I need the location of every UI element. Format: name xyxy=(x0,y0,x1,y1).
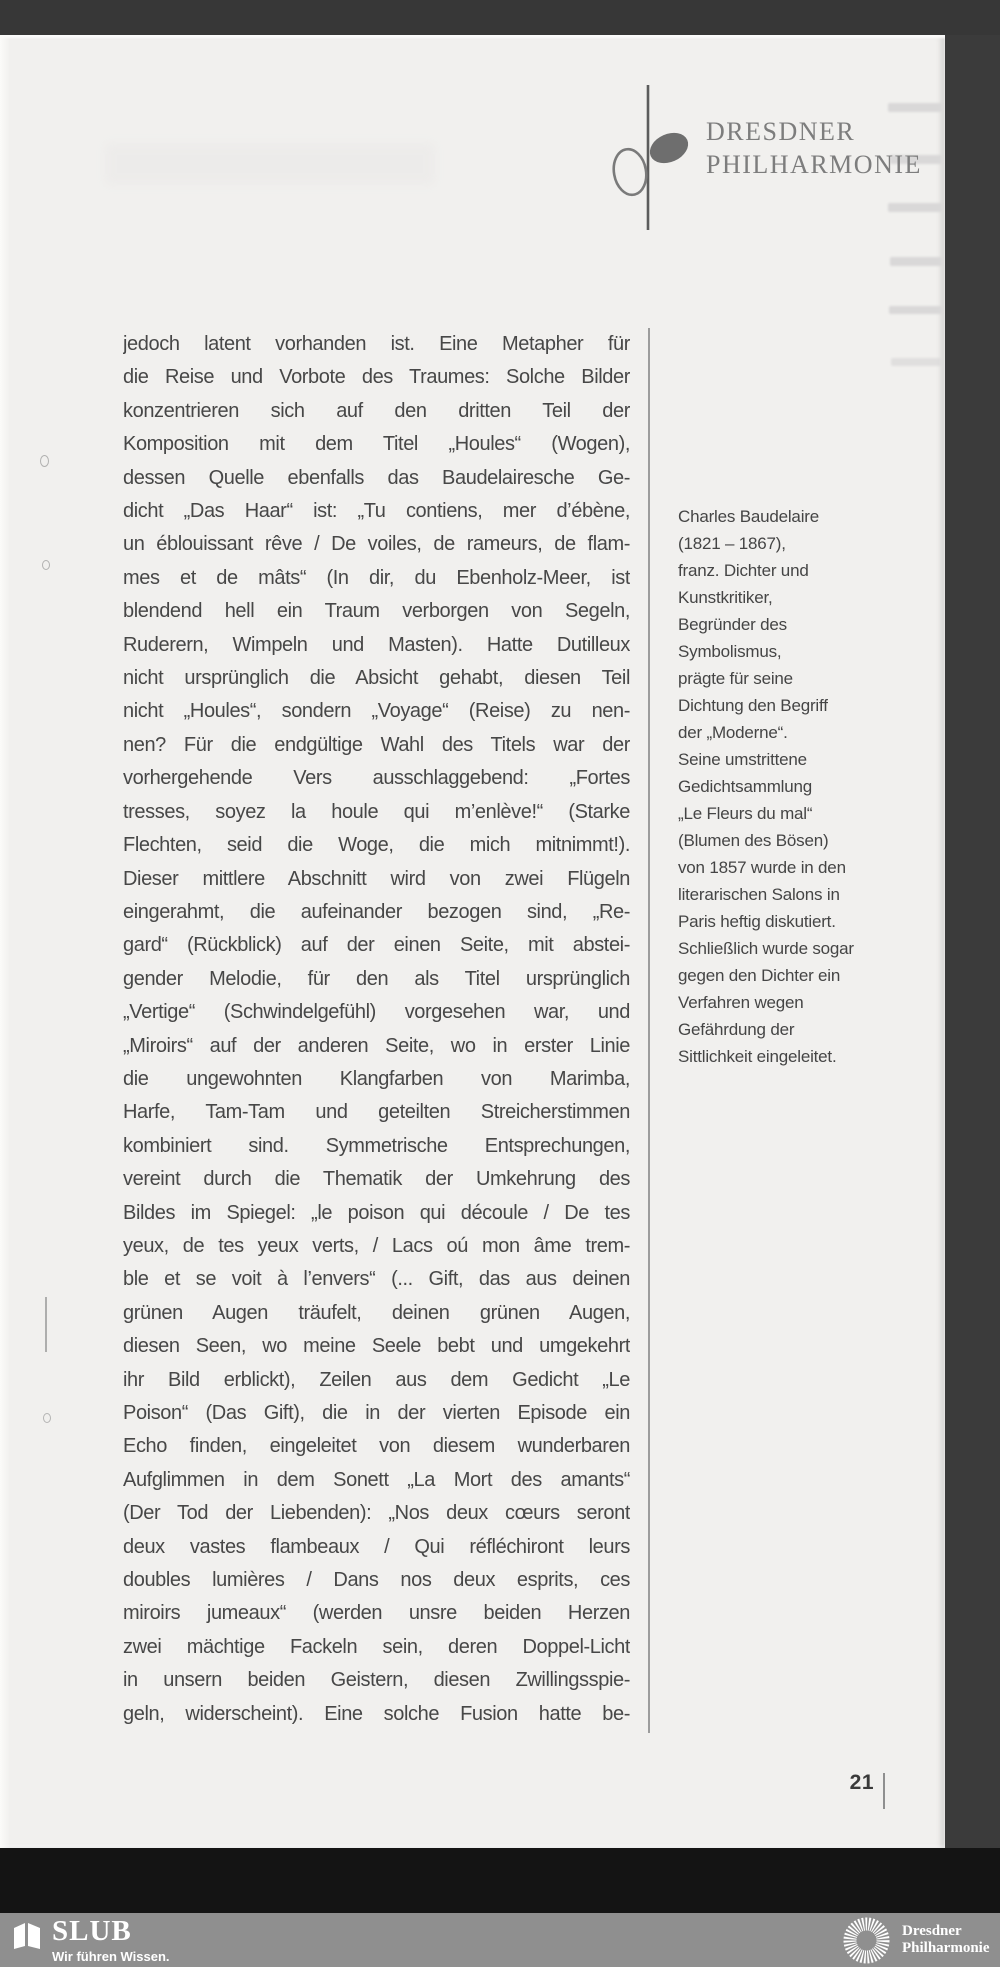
sidebar-note-baudelaire xyxy=(678,503,903,1070)
bleedthrough-mark xyxy=(890,257,942,266)
text-line: tresses, soyez la houle qui m’enlève!“ (Starke xyxy=(123,800,630,823)
text-line: gard“ (Rückblick) auf der einen Seite, mit abstei- xyxy=(123,934,630,957)
text-line: Charles Baudelaire xyxy=(678,507,819,526)
dresdner-philharmonie-sunburst-icon xyxy=(843,1917,890,1964)
page-number-rule xyxy=(883,1773,885,1809)
text-line: ihr Bild erblickt), Zeilen aus dem Gedicht „Le xyxy=(123,1368,630,1391)
slub-book-icon xyxy=(12,1920,42,1950)
scan-background-right xyxy=(945,35,1000,1848)
dresdner-philharmonie-note-logo-icon xyxy=(605,80,697,240)
text-line: die ungewohnten Klangfarben von Marimba, xyxy=(123,1067,630,1090)
page-edge-highlight xyxy=(0,35,10,1848)
text-line: Sittlichkeit eingeleitet. xyxy=(678,1047,837,1066)
brand-wordmark xyxy=(706,115,922,181)
text-line: zwei mächtige Fackeln sein, deren Doppel-Licht xyxy=(123,1635,630,1658)
text-line: Dichtung den Begriff xyxy=(678,696,828,715)
text-line: doubles lumières / Dans nos deux esprits, ces xyxy=(123,1569,630,1592)
text-line: Schließlich wurde sogar xyxy=(678,939,854,958)
text-line: konzentrieren sich auf den dritten Teil der xyxy=(123,399,630,422)
scanned-booklet-page xyxy=(0,35,945,1848)
text-line: Verfahren wegen xyxy=(678,993,804,1012)
text-line: die Reise und Vorbote des Traumes: Solche Bilder xyxy=(123,366,630,389)
text-line: eingerahmt, die aufeinander bezogen sind, „Re- xyxy=(123,900,630,923)
scan-background-top xyxy=(0,0,1000,35)
text-line: Dieser mittlere Abschnitt wird von zwei Flügeln xyxy=(123,867,630,890)
text-line: blendend hell ein Traum verborgen von Segeln, xyxy=(123,600,630,623)
text-line: (Blumen des Bösen) xyxy=(678,831,829,850)
text-line: von 1857 wurde in den xyxy=(678,858,846,877)
binding-mark xyxy=(40,455,49,467)
text-line: yeux, de tes yeux verts, / Lacs oú mon âme trem- xyxy=(123,1234,630,1257)
text-line: Gedichtsammlung xyxy=(678,777,813,796)
main-text-column xyxy=(123,328,630,1731)
text-line: gegen den Dichter ein xyxy=(678,966,841,985)
text-line: „Vertige“ (Schwindelgefühl) vorgesehen war, und xyxy=(123,1001,630,1024)
text-line: (1821 – 1867), xyxy=(678,534,786,553)
text-line: der „Moderne“. xyxy=(678,723,788,742)
text-line: dicht „Das Haar“ ist: „Tu contiens, mer d’ébène, xyxy=(123,500,630,523)
text-line: gender Melodie, für den als Titel ursprünglich xyxy=(123,967,630,990)
text-line: nen? Für die endgültige Wahl des Titels war der xyxy=(123,733,630,756)
bleedthrough-mark xyxy=(891,358,941,366)
text-line: Echo finden, eingeleitet von diesem wunderbaren xyxy=(123,1435,630,1458)
slub-watermark-bar xyxy=(0,1913,1000,1967)
text-line: grünen Augen träufelt, deinen grünen Augen, xyxy=(123,1301,630,1324)
brand-line-2: PHILHARMONIE xyxy=(706,150,922,179)
text-line: Ruderern, Wimpeln und Masten). Hatte Dutilleux xyxy=(123,633,630,656)
text-line: deux vastes flambeaux / Qui réfléchiront leurs xyxy=(123,1535,630,1558)
text-line: jedoch latent vorhanden ist. Eine Metapher für xyxy=(123,333,630,355)
binding-mark xyxy=(45,1297,47,1352)
text-line: geln, widerscheint). Eine solche Fusion hatte be- xyxy=(123,1702,630,1725)
philharmonie-footer-logo-text xyxy=(902,1923,990,1957)
text-line: Harfe, Tam-Tam und geteilten Streicherstimmen xyxy=(123,1101,630,1124)
bleedthrough-mark xyxy=(889,306,942,314)
text-line: vorhergehende Vers ausschlaggebend: „Fortes xyxy=(123,767,630,790)
text-line: nicht „Houles“, sondern „Voyage“ (Reise) zu nen- xyxy=(123,700,630,723)
column-divider-rule xyxy=(648,328,650,1733)
text-line: Komposition mit dem Titel „Houles“ (Wogen), xyxy=(123,433,630,456)
bleedthrough-ghost-title xyxy=(105,143,435,185)
text-line: literarischen Salons in xyxy=(678,885,840,904)
text-line: Aufglimmen in dem Sonett „La Mort des amants“ xyxy=(123,1468,630,1491)
philharmonie-footer-line-1: Dresdner xyxy=(902,1923,962,1939)
page-number: 21 xyxy=(849,1771,874,1794)
text-line: Flechten, seid die Woge, die mich mitnimmt!). xyxy=(123,834,630,857)
text-line: Bildes im Spiegel: „le poison qui découle / De tes xyxy=(123,1201,630,1224)
text-line: franz. Dichter und xyxy=(678,561,809,580)
text-line: ble et se voit à l’envers“ (... Gift, das aus deinen xyxy=(123,1268,630,1291)
text-line: nicht ursprünglich die Absicht gehabt, diesen Teil xyxy=(123,667,630,690)
text-line: Gefährdung der xyxy=(678,1020,795,1039)
text-line: in unsern beiden Geistern, diesen Zwillingsspie- xyxy=(123,1669,630,1692)
slub-logo-text: SLUB xyxy=(52,1915,132,1947)
text-line: „Miroirs“ auf der anderen Seite, wo in erster Linie xyxy=(123,1034,630,1057)
text-line: prägte für seine xyxy=(678,669,793,688)
text-line: Begründer des xyxy=(678,615,787,634)
binding-mark xyxy=(43,1413,51,1423)
text-line: Poison“ (Das Gift), die in der vierten Episode ein xyxy=(123,1402,630,1424)
text-line: diesen Seen, wo meine Seele bebt und umgekehrt xyxy=(123,1335,630,1358)
philharmonie-footer-line-2: Philharmonie xyxy=(902,1940,990,1956)
text-line: (Der Tod der Liebenden): „Nos deux cœurs seront xyxy=(123,1502,630,1525)
text-line: vereint durch die Thematik der Umkehrung des xyxy=(123,1168,630,1191)
text-line: miroirs jumeaux“ (werden unsre beiden Herzen xyxy=(123,1602,630,1625)
text-line: „Le Fleurs du mal“ xyxy=(678,804,813,823)
slub-tagline: Wir führen Wissen. xyxy=(52,1949,170,1964)
text-line: un éblouissant rêve / De voiles, de rameurs, de flam- xyxy=(123,533,630,556)
text-line: Seine umstrittene xyxy=(678,750,807,769)
text-line: Paris heftig diskutiert. xyxy=(678,912,836,931)
text-line: Kunstkritiker, xyxy=(678,588,773,607)
text-line: dessen Quelle ebenfalls das Baudelairesche Ge- xyxy=(123,466,630,489)
text-line: kombiniert sind. Symmetrische Entsprechungen, xyxy=(123,1134,630,1157)
bleedthrough-mark xyxy=(888,103,942,112)
text-line: mes et de mâts“ (In dir, du Ebenholz-Meer, ist xyxy=(123,566,630,589)
binding-mark xyxy=(42,560,50,570)
brand-line-1: DRESDNER xyxy=(706,117,856,146)
bleedthrough-mark xyxy=(888,203,942,212)
text-line: Symbolismus, xyxy=(678,642,782,661)
